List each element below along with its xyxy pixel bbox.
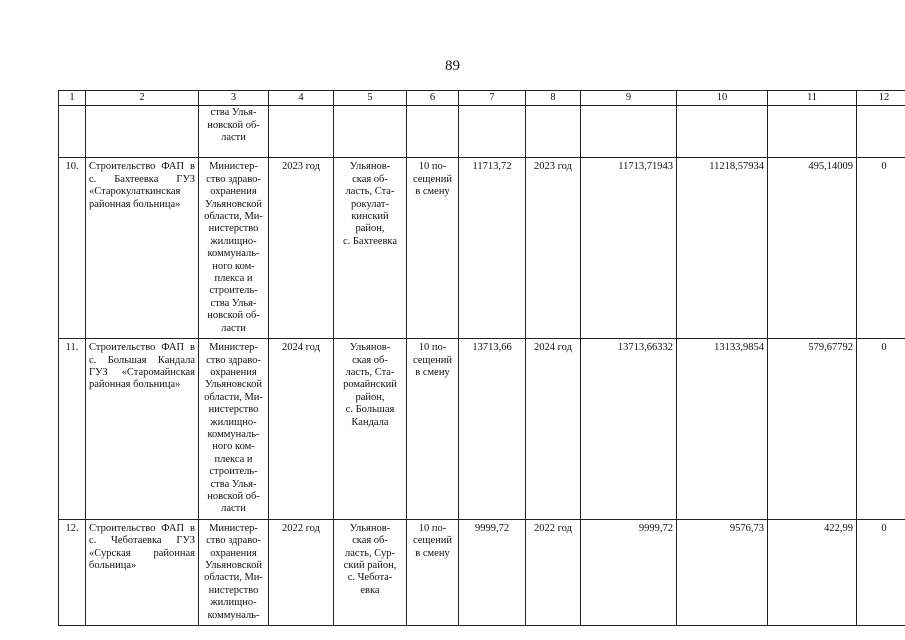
table-row <box>59 519 905 625</box>
value-cell: 11218,57934 <box>677 158 768 339</box>
header-cell: 6 <box>407 91 459 106</box>
year-cell: 2023 год <box>526 158 581 339</box>
value-cell: 13713,66332 <box>581 339 677 520</box>
header-cell: 9 <box>581 91 677 106</box>
value-cell: 11713,72 <box>459 158 526 339</box>
value-cell: 0 <box>857 339 905 520</box>
customer-cell: Министер- ство здраво- охранения Ульяновской области, Ми- нистерство жилищно- коммуналь- ного ком- плекса и строитель- ства Улья- новской об- ласти <box>199 339 269 520</box>
year-cell: 2022 год <box>526 519 581 625</box>
value-cell: 422,99 <box>768 519 857 625</box>
header-row <box>59 91 905 106</box>
value-cell: 0 <box>857 158 905 339</box>
value-cell: 9576,73 <box>677 519 768 625</box>
value-cell: 9999,72 <box>581 519 677 625</box>
header-cell: 8 <box>526 91 581 106</box>
header-cell: 12 <box>857 91 905 106</box>
value-cell: 9999,72 <box>459 519 526 625</box>
location-cell: Ульянов- ская об- ласть, Сур- ский район, с. Чеботa- евка <box>334 519 407 625</box>
object-name: Строительство ФАП в с. Бахтеевка ГУЗ «Старокулаткинская районная больница» <box>86 158 199 339</box>
location-cell: Ульянов- ская об- ласть, Ста- ромайнский район, с. Большая Кандала <box>334 339 407 520</box>
location-cell: Ульянов- ская об- ласть, Ста- рокулат- кинский район, с. Бахтеевка <box>334 158 407 339</box>
object-name: Строительство ФАП в с. Большая Кандала ГУЗ «Старомайнская районная больница» <box>86 339 199 520</box>
customer-cell: Министер- ство здраво- охранения Ульяновской области, Ми- нистерство жилищно- коммуналь- ного ком- плекса и строитель- ства Улья- новской об- ласти <box>199 158 269 339</box>
value-cell: 579,67792 <box>768 339 857 520</box>
header-cell: 3 <box>199 91 269 106</box>
header-cell: 10 <box>677 91 768 106</box>
capacity-cell: 10 по- сещений в смену <box>407 158 459 339</box>
value-cell: 13713,66 <box>459 339 526 520</box>
row-number: 10. <box>59 158 86 339</box>
value-cell: 13133,9854 <box>677 339 768 520</box>
header-cell: 2 <box>86 91 199 106</box>
object-name: Строительство ФАП в с. Чеботаевка ГУЗ «Сурская районная больница» <box>86 519 199 625</box>
year-cell: 2023 год <box>269 158 334 339</box>
year-cell: 2024 год <box>269 339 334 520</box>
page-number: 89 <box>445 58 460 74</box>
header-cell: 7 <box>459 91 526 106</box>
value-cell: 11713,71943 <box>581 158 677 339</box>
header-cell: 4 <box>269 91 334 106</box>
table-row-continuation <box>59 106 905 158</box>
header-cell: 11 <box>768 91 857 106</box>
table-row <box>59 158 905 339</box>
header-cell: 1 <box>59 91 86 106</box>
row-number: 11. <box>59 339 86 520</box>
value-cell: 0 <box>857 519 905 625</box>
year-cell: 2024 год <box>526 339 581 520</box>
capacity-cell: 10 по- сещений в смену <box>407 519 459 625</box>
customer-cell: Министер- ство здраво- охранения Ульяновской области, Ми- нистерство жилищно- коммуналь- <box>199 519 269 625</box>
capacity-cell: 10 по- сещений в смену <box>407 339 459 520</box>
data-table <box>58 90 905 626</box>
table-row <box>59 339 905 520</box>
year-cell: 2022 год <box>269 519 334 625</box>
header-cell: 5 <box>334 91 407 106</box>
value-cell: 495,14009 <box>768 158 857 339</box>
row-number: 12. <box>59 519 86 625</box>
customer-cell: ства Улья- новской об- ласти <box>199 106 269 158</box>
